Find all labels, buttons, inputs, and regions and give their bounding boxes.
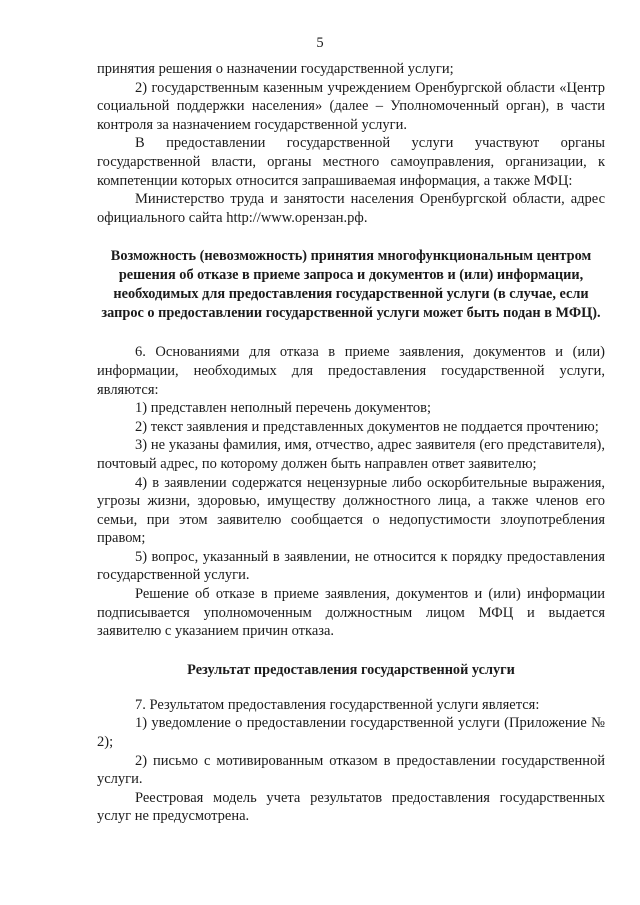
paragraph: 2) государственным казенным учреждением Оренбургской области «Центр социальной поддержки населения» (далее – Уполномоченный орган), в части контроля за назначением государственной услуги. — [97, 79, 605, 133]
spacer — [97, 680, 605, 696]
list-item: 5) вопрос, указанный в заявлении, не относится к порядку предоставления государственной услуги. — [97, 548, 605, 584]
paragraph: Министерство труда и занятости населения Оренбургской области, адрес официального сайта http://www.орензан.рф. — [97, 191, 605, 226]
paragraph: Реестровая модель учета результатов предоставления государственных услуг не предусмотрена. — [97, 789, 605, 825]
section-heading: Результат предоставления государственной услуги — [187, 661, 515, 678]
paragraph: 7. Результатом предоставления государственной услуги является: — [135, 696, 540, 713]
list-item: 2) текст заявления и представленных документов не поддается прочтению; — [135, 418, 599, 435]
list-item: 3) не указаны фамилия, имя, отчество, адрес заявителя (его представителя), почтовый адрес, по которому должен быть направлен ответ заявителю; — [97, 437, 605, 472]
list-item: 1) представлен неполный перечень документов; — [135, 400, 431, 417]
spacer — [97, 227, 605, 247]
paragraph: принятия решения о назначении государственной услуги; — [97, 61, 454, 77]
list-item: 4) в заявлении содержатся нецензурные либо оскорбительные выражения, угрозы жизни, здоровью, имуществу должностного лица, а также членов его семьи, при этом заявителю сообщается о недопустимости злоупотребления правом; — [97, 474, 605, 547]
paragraph: 6. Основаниями для отказа в приеме заявления, документов и (или) информации, необходимых для предоставления государственной услуги, являются: — [97, 344, 605, 398]
document-body — [97, 60, 605, 826]
list-item: 2) письмо с мотивированным отказом в предоставлении государственной услуги. — [97, 752, 605, 788]
spacer — [97, 641, 605, 661]
section-heading: Возможность (невозможность) принятия многофункциональным центром решения об отказе в приеме запроса и документов и (или) информации, необходимых для предоставления государственной услуги (в случае, если запрос о предоставлении государственной услуги может быть подан в МФЦ). — [101, 248, 601, 322]
page-number: 5 — [316, 35, 324, 51]
list-item: 1) уведомление о предоставлении государственной услуги (Приложение № 2); — [97, 715, 605, 751]
paragraph: Решение об отказе в приеме заявления, документов и (или) информации подписывается уполномоченным должностным лицом МФЦ и выдается заявителю с указанием причин отказа. — [97, 586, 605, 640]
spacer — [97, 323, 605, 343]
paragraph: В предоставлении государственной услуги участвуют органы государственной власти, органы местного самоуправления, организации, к компетенции которых относится запрашиваемая информация, а также МФЦ: — [97, 135, 605, 189]
